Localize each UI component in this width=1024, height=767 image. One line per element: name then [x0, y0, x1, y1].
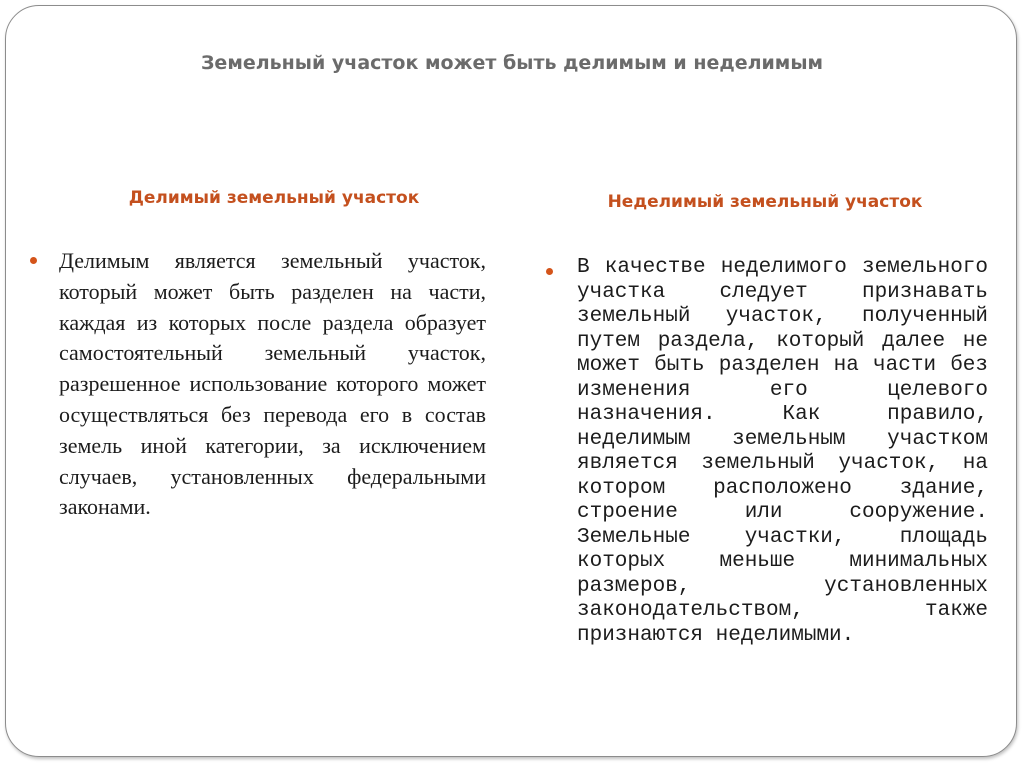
bullet-icon — [30, 257, 37, 264]
bullet-icon — [546, 268, 553, 275]
indivisible-plot-text: В качестве неделимого земельного участка следует признавать земельный участок, полученный путем раздела, который далее не может быть разделен на части без изменения его целевого назначения. Как правило, неделимым земельным участком является земельный участок, на котором расположено здание, строение или сооружение. Земельные участки, площадь которых меньше минимальных размеров, установленных законодательством, также признаются неделимыми. — [577, 256, 988, 647]
divisible-plot-heading: Делимый земельный участок — [128, 188, 420, 208]
divisible-plot-bullet — [30, 246, 486, 523]
indivisible-plot-bullet — [546, 256, 988, 648]
slide-title: Земельный участок может быть делимым и неделимым — [200, 52, 824, 74]
indivisible-plot-heading: Неделимый земельный участок — [607, 192, 923, 212]
divisible-plot-text: Делимым является земельный участок, который может быть разделен на части, каждая из которых после раздела образует самостоятельный земельный участок, разрешенное использование которого может осуществляться без перевода его в состав земель иной категории, за исключением случаев, установленных федеральными законами. — [59, 248, 486, 520]
